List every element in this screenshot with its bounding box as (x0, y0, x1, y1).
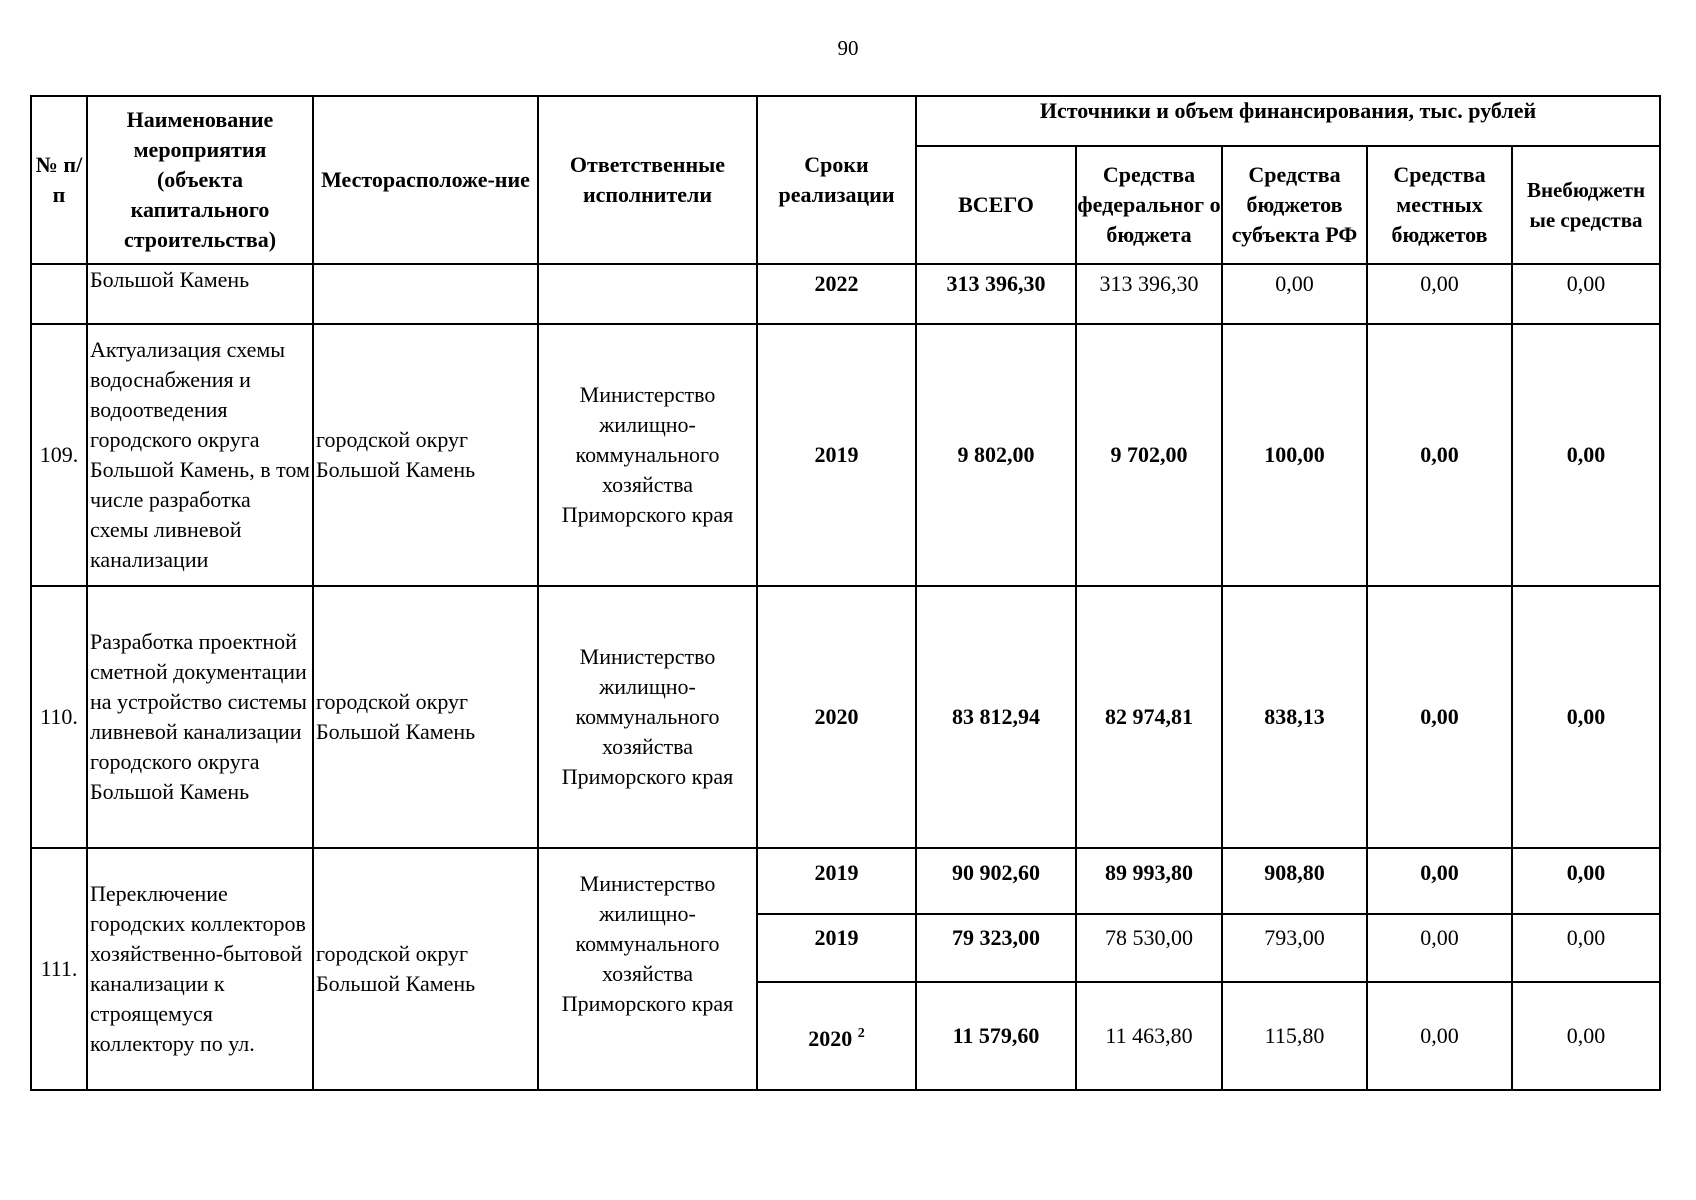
table-row (31, 848, 1660, 914)
row-year: 2019 (757, 848, 916, 914)
row-federal: 9 702,00 (1076, 324, 1222, 586)
row-local: 0,00 (1367, 982, 1512, 1090)
row-federal: 82 974,81 (1076, 586, 1222, 848)
row-location (313, 264, 538, 324)
row-location: городской округ Большой Камень (313, 848, 538, 1090)
header-name: Наименование мероприятия (объекта капитального строительства) (87, 96, 313, 264)
table-row (31, 324, 1660, 586)
row-total: 11 579,60 (916, 982, 1076, 1090)
row-local: 0,00 (1367, 586, 1512, 848)
row-subject: 838,13 (1222, 586, 1367, 848)
header-extra: Внебюджетн ые средства (1512, 146, 1660, 264)
row-federal: 313 396,30 (1076, 264, 1222, 324)
table-row (31, 586, 1660, 848)
row-extra: 0,00 (1512, 264, 1660, 324)
row-num (31, 264, 87, 324)
row-year: 2020 (757, 586, 916, 848)
row-extra: 0,00 (1512, 324, 1660, 586)
header-local: Средства местных бюджетов (1367, 146, 1512, 264)
row-name: Разработка проектной сметной документации на устройство системы ливневой канализации городского округа Большой Камень (87, 586, 313, 848)
header-location: Месторасположе-ние (313, 96, 538, 264)
row-federal: 11 463,80 (1076, 982, 1222, 1090)
row-subject: 0,00 (1222, 264, 1367, 324)
row-num: 110. (31, 586, 87, 848)
row-year-cell (757, 982, 916, 1090)
financing-table (30, 95, 1661, 1091)
row-location: городской округ Большой Камень (313, 324, 538, 586)
row-total: 90 902,60 (916, 848, 1076, 914)
row-responsible: Министерство жилищно-коммунального хозяйства Приморского края (538, 848, 757, 1090)
row-total: 79 323,00 (916, 914, 1076, 982)
row-subject: 100,00 (1222, 324, 1367, 586)
row-location: городской округ Большой Камень (313, 586, 538, 848)
page-number: 90 (837, 36, 859, 60)
row-subject: 115,80 (1222, 982, 1367, 1090)
row-responsible (538, 264, 757, 324)
row-name: Переключение городских коллекторов хозяйственно-бытовой канализации к строящемуся коллектору по ул. (87, 848, 313, 1090)
row-responsible: Министерство жилищно-коммунального хозяйства Приморского края (538, 324, 757, 586)
row-federal: 89 993,80 (1076, 848, 1222, 914)
header-subject: Средства бюджетов субъекта РФ (1222, 146, 1367, 264)
row-extra: 0,00 (1512, 982, 1660, 1090)
row-extra: 0,00 (1512, 848, 1660, 914)
header-responsible: Ответственные исполнители (538, 96, 757, 264)
row-total: 9 802,00 (916, 324, 1076, 586)
row-federal: 78 530,00 (1076, 914, 1222, 982)
row-subject: 908,80 (1222, 848, 1367, 914)
row-year: 2019 (757, 324, 916, 586)
row-total: 313 396,30 (916, 264, 1076, 324)
footnote-marker: 2 (857, 1025, 865, 1041)
header-federal: Средства федеральног о бюджета (1076, 146, 1222, 264)
row-year: 2020 (808, 1025, 853, 1051)
row-extra: 0,00 (1512, 914, 1660, 982)
row-num: 111. (31, 848, 87, 1090)
row-local: 0,00 (1367, 848, 1512, 914)
row-year: 2019 (757, 914, 916, 982)
row-year: 2022 (757, 264, 916, 324)
row-total: 83 812,94 (916, 586, 1076, 848)
row-name: Актуализация схемы водоснабжения и водоотведения городского округа Большой Камень, в том числе разработка схемы ливневой канализации (87, 324, 313, 586)
row-name: Большой Камень (87, 264, 313, 324)
header-num: № п/п (31, 96, 87, 264)
table-row (31, 264, 1660, 324)
header-sources-group: Источники и объем финансирования, тыс. рублей (916, 96, 1660, 146)
row-subject: 793,00 (1222, 914, 1367, 982)
row-local: 0,00 (1367, 914, 1512, 982)
row-num: 109. (31, 324, 87, 586)
header-total: ВСЕГО (916, 146, 1076, 264)
row-extra: 0,00 (1512, 586, 1660, 848)
row-local: 0,00 (1367, 264, 1512, 324)
header-terms: Сроки реализации (757, 96, 916, 264)
row-local: 0,00 (1367, 324, 1512, 586)
row-responsible: Министерство жилищно-коммунального хозяйства Приморского края (538, 586, 757, 848)
